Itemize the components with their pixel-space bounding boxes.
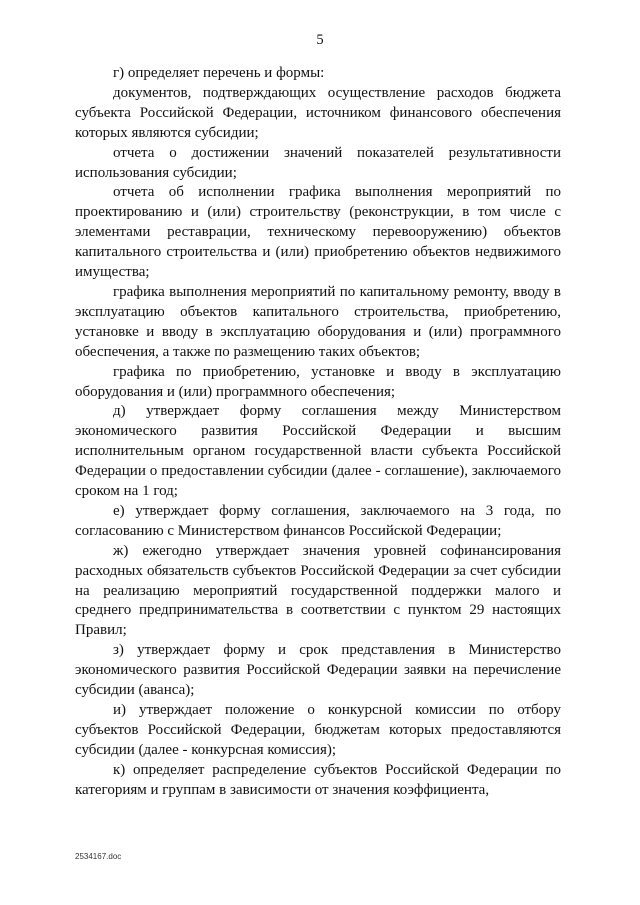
paragraph-performance-report: отчета о достижении значений показателей результативности использования субсидии; — [75, 144, 561, 181]
paragraph-item-zh: ж) ежегодно утверждает значения уровней софинансирования расходных обязательств субъектов Российской Федерации за счет субсидии на реализацию мероприятий государственной поддержки малого и среднего предпринимательства в соответствии с пунктом 29 настоящих Правил; — [75, 542, 561, 639]
paragraph-equipment-schedule: графика по приобретению, установке и вводу в эксплуатацию оборудования и (или) программного обеспечения; — [75, 363, 561, 400]
paragraph-schedule-report: отчета об исполнении графика выполнения мероприятий по проектированию и (или) строительству (реконструкции, в том числе с элементами реставрации, техническому перевооружению) объектов капитального строительства и (или) приобретению объектов недвижимого имущества; — [75, 184, 561, 281]
paragraph-repair-schedule: графика выполнения мероприятий по капитальному ремонту, вводу в эксплуатацию объектов капитального строительства, приобретению, установке и вводу в эксплуатацию оборудования и (или) программного обеспечения, а также по размещению таких объектов; — [75, 283, 561, 360]
paragraph-item-k: к) определяет распределение субъектов Российской Федерации по категориям и группам в зависимости от значения коэффициента, — [75, 761, 561, 798]
paragraph-item-g: г) определяет перечень и формы: — [113, 65, 325, 81]
paragraph-item-z: з) утверждает форму и срок представления в Министерство экономического развития Российской Федерации заявки на перечисление субсидии (аванса); — [75, 642, 561, 699]
paragraph-item-e: е) утверждает форму соглашения, заключаемого на 3 года, по согласованию с Министерством финансов Российской Федерации; — [75, 502, 561, 539]
footer-document-reference: 2534167.doc — [75, 852, 122, 861]
page-number: 5 — [316, 32, 324, 48]
paragraph-item-i: и) утверждает положение о конкурсной комиссии по отбору субъектов Российской Федерации, бюджетам которых предоставляются субсидии (далее - конкурсная комиссия); — [75, 702, 561, 758]
document-body — [75, 64, 561, 801]
paragraph-documents: документов, подтверждающих осуществление расходов бюджета субъекта Российской Федерации, источником финансового обеспечения которых являются субсидии; — [75, 84, 561, 141]
paragraph-item-d: д) утверждает форму соглашения между Министерством экономического развития Российской Федерации и высшим исполнительным органом государственной власти субъекта Российской Федерации о предоставлении субсидии (далее - соглашение), заключаемого сроком на 1 год; — [75, 403, 561, 500]
